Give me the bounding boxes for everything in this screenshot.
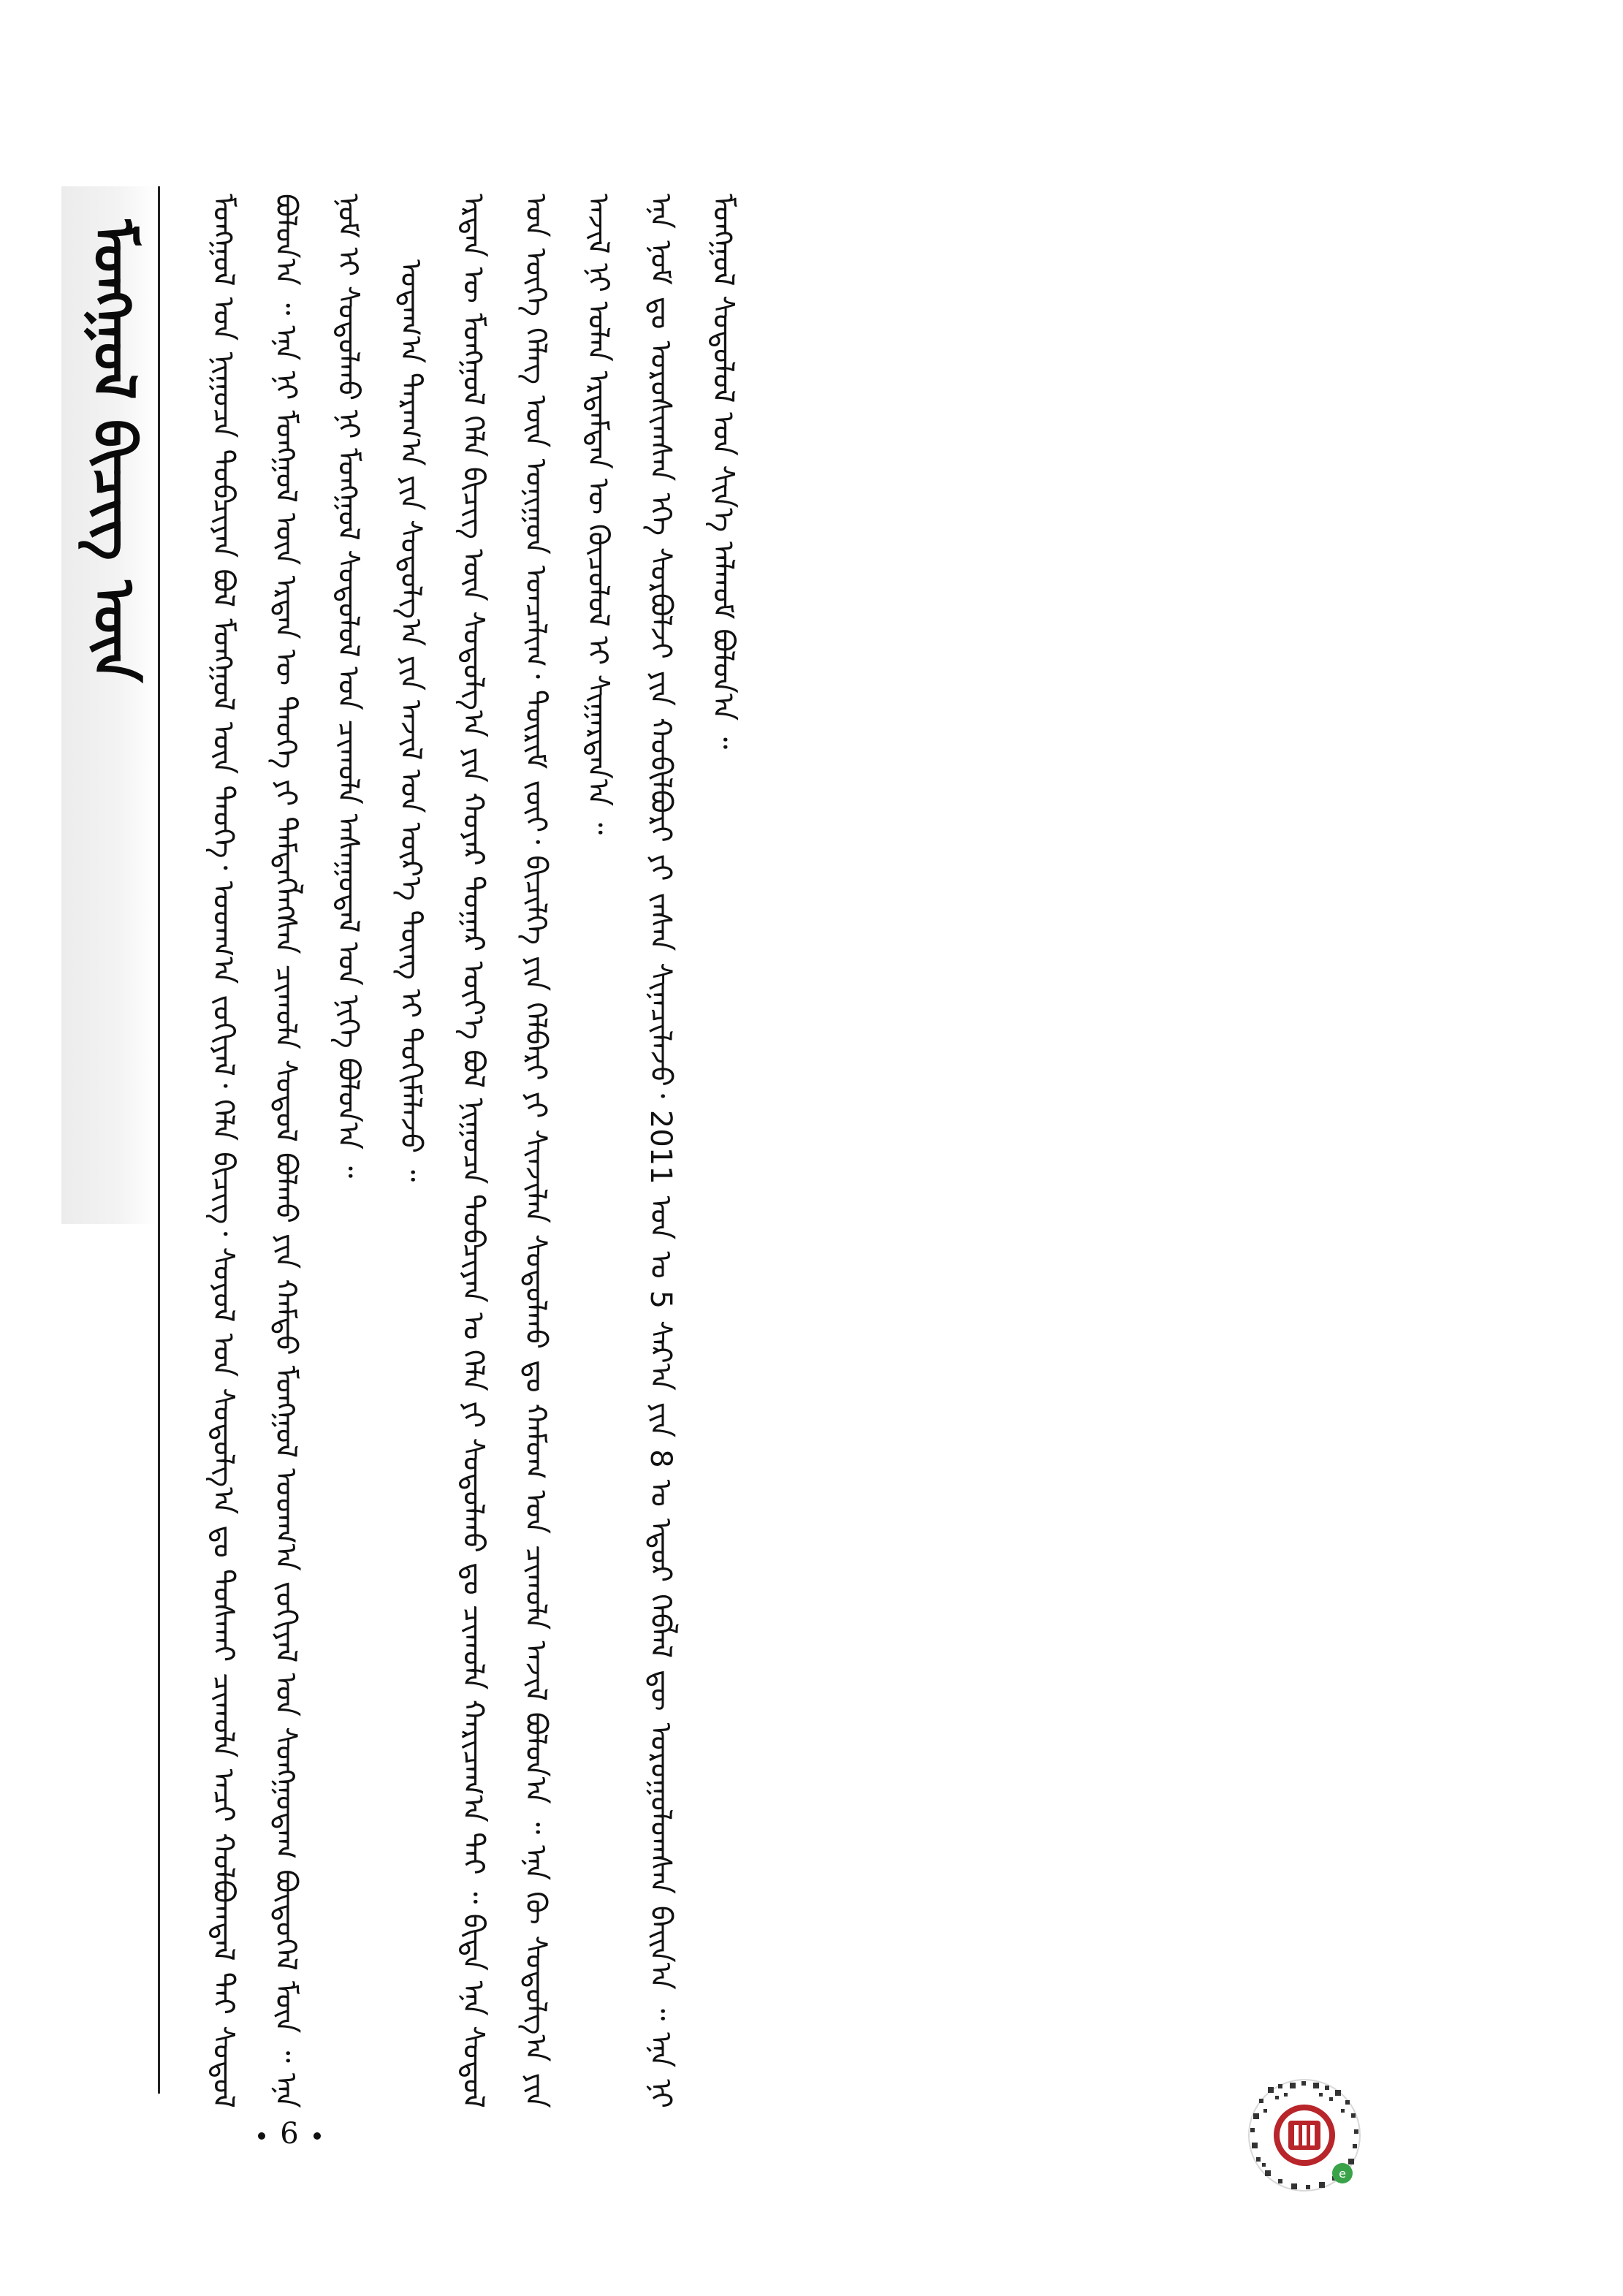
page-number	[231, 2112, 348, 2156]
bullet-dot	[313, 2132, 321, 2140]
paragraph: ᠡᠨᠡ ᠨᠣᠮ ᠳᠤ ᠣᠷᠣᠰᠢᠭᠰᠠᠨ ᠡᠬᠡ ᠰᠤᠷᠪᠤᠯᠵᠢ ᠶᠢᠨ ᠬᠤᠪᠢᠯᠪᠤᠷᠢ ᠶᠢ ᠵᠠᠰᠠᠨ ᠰᠢᠨᠡᠴᠢᠯᠡᠵᠦ᠂ 2011 ᠣᠨ ᠤ 5 ᠰᠠᠷ᠎ᠠ ᠶᠢᠨ 8 ᠤ ᠡᠳᠦᠷ ᠬᠡᠪᠯᠡᠯ ᠳᠦ ᠣᠷᠣᠭᠤᠯᠤᠭᠰᠠᠨ ᠪᠠᠢᠨ᠎ᠠ ᠃ ᠡᠨᠡ ᠨᠢ ᠮᠣᠩᠭᠣᠯ ᠰᠤᠳᠤᠯᠤᠯ ᠤᠨ ᠰᠢᠨ᠎ᠡ ᠠᠯᠬᠤᠮ ᠪᠣᠯᠤᠨ᠎ᠠ ᠃	[644, 194, 740, 2108]
qr-badge-icon	[1246, 2077, 1363, 2194]
paragraph: ᠤᠳᠠᠭ᠎ᠠ ᠳᠠᠷᠠᠭ᠎ᠠ ᠶᠢᠨ ᠰᠤᠳᠤᠯᠭ᠎ᠠ ᠶᠢᠨ ᠠᠵᠢᠯ ᠤᠨ ᠦᠷ᠎ᠡ ᠳᠦᠩ ᠢ ᠲᠣᠭᠢᠮᠠᠯᠠᠵᠤ ᠃	[394, 259, 427, 1182]
body-text	[191, 194, 1565, 2108]
paragraph: ᠮᠣᠩᠭᠣᠯ ᠤᠨ ᠨᠢᠭᠤᠴᠠ ᠲᠣᠪᠴᠢᠶᠠᠨ ᠪᠣᠯ ᠮᠣᠩᠭᠣᠯ ᠦᠨ ᠲᠡᠦᠬᠡ᠂ ᠤᠳᠬ᠎ᠠ ᠵᠣᠬᠢᠶᠠᠯ᠂ ᠬᠡᠯᠡ ᠪᠢᠴᠢᠭ᠂ ᠰᠣᠶᠣᠯ ᠤᠨ ᠰᠤᠳᠤᠯᠭ᠎ᠠ ᠳᠤ ᠲᠤᠰᠬᠠᠢ ᠴᠢᠬᠤᠯᠠ ᠠᠴᠢ ᠬᠣᠯᠪᠣᠭᠳᠠᠯ ᠲᠠᠢ ᠰᠤᠳᠤᠯ ᠪᠣᠯᠤᠨ᠎ᠠ ᠃ ᠡᠨᠡ ᠨᠢ ᠮᠣᠩᠭᠣᠯ ᠦᠨ ᠡᠷᠲᠡᠨ ᠦ ᠲᠡᠦᠬᠡ ᠶᠢ ᠲᠡᠮᠳᠡᠭᠯᠡᠭᠰᠡᠨ ᠴᠢᠬᠤᠯᠠ ᠰᠤᠳᠤᠯ ᠪᠣᠯᠬᠤ ᠶᠢᠨ ᠬᠠᠮᠲᠤ ᠮᠣᠩᠭᠣᠯ ᠤᠳᠬ᠎ᠠ ᠵᠣᠬᠢᠶᠠᠯ ᠤᠨ ᠰᠣᠩᠭᠣᠳᠠᠭ ᠪᠦᠲᠦᠭᠡᠯ ᠮᠥᠨ ᠃ ᠡᠨᠡ ᠨᠣᠮ ᠢ ᠰᠤᠳᠤᠯᠬᠤ ᠨᠢ ᠮᠣᠩᠭᠣᠯ ᠰᠤᠳᠤᠯᠤᠯ ᠤᠨ ᠴᠢᠬᠤᠯᠠ ᠠᠰᠠᠭᠤᠳᠠᠯ ᠤᠨ ᠨᠢᠭᠡ ᠪᠣᠯᠤᠨ᠎ᠠ ᠃	[206, 194, 365, 2108]
paragraph: ᠡᠷᠲᠡᠨ ᠦ ᠮᠣᠩᠭᠣᠯ ᠬᠡᠯᠡ ᠪᠢᠴᠢᠭ ᠦᠨ ᠰᠤᠳᠤᠯᠭ᠎ᠠ ᠶᠢᠨ ᠬᠣᠶᠠᠷ ᠳᠤᠭᠠᠷ ᠦᠶ᠎ᠡ ᠪᠣᠯ ᠨᠢᠭᠤᠴᠠ ᠲᠣᠪᠴᠢᠶᠠᠨ ᠤ ᠬᠡᠯᠡ ᠶᠢ ᠰᠤᠳᠤᠯᠬᠤ ᠳᠤ ᠴᠢᠬᠤᠯᠠ ᠬᠠᠷᠢᠴᠠᠭ᠎ᠠ ᠲᠠᠢ ᠃ ᠪᠢᠳᠡ ᠡᠨᠡ ᠰᠤᠳᠤᠯ ᠤᠨ ᠦᠭᠡ ᠬᠡᠯᠡᠭ ᠦᠨ ᠤᠨᠢᠭᠤᠨ ᠣᠨᠴᠠᠯᠢᠭ᠂ ᠳᠦᠷᠢᠮ ᠵᠦᠢ᠂ ᠪᠢᠴᠢᠯᠭᠡ ᠶᠢᠨ ᠬᠡᠯᠪᠡᠷᠢ ᠶᠢ ᠰᠢᠨᠵᠢᠯᠡᠨ ᠰᠤᠳᠤᠯᠬᠤ ᠳᠤ ᠬᠠᠮᠤᠭ ᠤᠨ ᠴᠢᠬᠤᠯᠠ ᠠᠵᠢᠯ ᠪᠣᠯᠤᠨ᠎ᠠ ᠃ ᠡᠨᠡ ᠬᠦ ᠰᠤᠳᠤᠯᠭ᠎ᠠ ᠶᠢᠨ ᠠᠵᠢᠯ ᠨᠢ ᠣᠯᠠᠨ ᠡᠷᠳᠡᠮᠲᠡᠨ ᠦ ᠬᠦᠴᠦᠯᠦᠯ ᠢ ᠰᠢᠭᠠᠷᠳᠠᠨ᠎ᠠ ᠃	[456, 194, 615, 2108]
svg-text:e: e	[1339, 2167, 1346, 2181]
header-divider	[158, 186, 160, 2094]
qr-code-graphic	[1246, 2077, 1363, 2194]
bullet-dot	[258, 2132, 265, 2140]
page-number-value: 6	[280, 2117, 299, 2151]
page-header-title: ᠮᠣᠩᠭᠣᠯ ᠪᠢᠴᠢᠭ ᠦᠨ	[80, 219, 147, 683]
